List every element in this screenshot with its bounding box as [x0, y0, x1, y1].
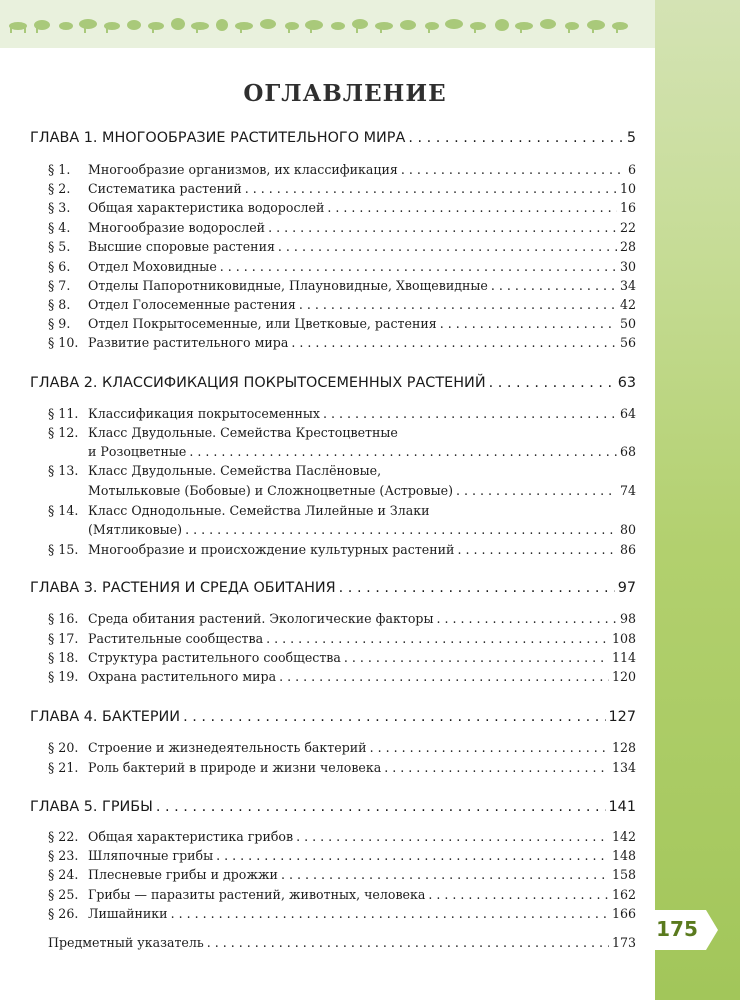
- subject-index-entry[interactable]: [48, 935, 636, 950]
- section-title: Класс Однодольные. Семейства Лилейные и Злаки: [88, 503, 430, 518]
- section-title: Класс Двудольные. Семейства Паслёновые,: [88, 463, 382, 478]
- section-number: § 10.: [48, 335, 79, 350]
- section-13-entry[interactable]: [48, 463, 636, 478]
- section-number: § 9.: [48, 316, 71, 331]
- section-5-entry[interactable]: [48, 239, 636, 254]
- section-page: 16: [619, 200, 636, 215]
- header-divider: [0, 48, 655, 50]
- section-number: § 18.: [48, 650, 79, 665]
- section-page: 114: [611, 650, 636, 665]
- section-14-entry[interactable]: [48, 503, 636, 518]
- section-25-entry[interactable]: [48, 887, 636, 902]
- section-page: 108: [611, 631, 636, 646]
- section-number: § 14.: [48, 503, 79, 518]
- page-title: ОГЛАВЛЕНИЕ: [243, 80, 447, 107]
- chapter-title: ГЛАВА 1. МНОГООБРАЗИЕ РАСТИТЕЛЬНОГО МИРА: [30, 130, 406, 146]
- section-title: Структура растительного сообщества: [88, 650, 341, 665]
- section-title: Роль бактерий в природе и жизни человека: [88, 760, 382, 775]
- chapter-4-entry[interactable]: [30, 709, 636, 725]
- section-number: § 1.: [48, 162, 71, 177]
- section-page: 142: [611, 829, 636, 844]
- header-band: [0, 0, 655, 48]
- section-title: Многообразие и происхождение культурных растений: [88, 542, 455, 557]
- section-20-entry[interactable]: [48, 740, 636, 755]
- section-17-entry[interactable]: [48, 631, 636, 646]
- section-number: § 17.: [48, 631, 79, 646]
- chapter-title: ГЛАВА 4. БАКТЕРИИ: [30, 709, 181, 725]
- section-title: Отделы Папоротниковидные, Плауновидные, Хвощевидные: [88, 278, 488, 293]
- section-26-entry[interactable]: [48, 906, 636, 921]
- section-number: § 2.: [48, 181, 71, 196]
- section-title: Классификация покрытосеменных: [88, 406, 320, 421]
- chapter-5-entry[interactable]: [30, 799, 636, 815]
- index-title: Предметный указатель: [48, 935, 204, 950]
- chapter-1-entry[interactable]: [30, 130, 636, 146]
- section-12-entry[interactable]: [48, 425, 636, 440]
- section-number: § 25.: [48, 887, 79, 902]
- section-number: § 24.: [48, 867, 79, 882]
- section-4-entry[interactable]: [48, 220, 636, 235]
- section-12-continuation[interactable]: [48, 444, 636, 459]
- section-23-entry[interactable]: [48, 848, 636, 863]
- section-page: 6: [627, 162, 636, 177]
- section-title: Многообразие водорослей: [88, 220, 266, 235]
- section-title-continuation: и Розоцветные: [88, 444, 187, 459]
- section-title: Многообразие организмов, их классификация: [88, 162, 398, 177]
- section-page: 10: [619, 181, 636, 196]
- section-14-continuation[interactable]: [48, 522, 636, 537]
- section-21-entry[interactable]: [48, 760, 636, 775]
- section-number: § 22.: [48, 829, 79, 844]
- section-page: 120: [611, 669, 636, 684]
- section-page: 28: [619, 239, 636, 254]
- chapter-3-entry[interactable]: [30, 580, 636, 596]
- section-8-entry[interactable]: [48, 297, 636, 312]
- section-number: § 16.: [48, 611, 79, 626]
- section-page: 134: [611, 760, 636, 775]
- section-page: 148: [611, 848, 636, 863]
- section-page: 128: [611, 740, 636, 755]
- section-16-entry[interactable]: [48, 611, 636, 626]
- chapter-title: ГЛАВА 2. КЛАССИФИКАЦИЯ ПОКРЫТОСЕМЕННЫХ РАСТЕНИЙ: [30, 375, 486, 391]
- section-title: Охрана растительного мира: [88, 669, 277, 684]
- section-number: § 4.: [48, 220, 71, 235]
- section-number: § 26.: [48, 906, 79, 921]
- section-title-continuation: (Мятликовые): [88, 522, 183, 537]
- section-page: 162: [611, 887, 636, 902]
- section-22-entry[interactable]: [48, 829, 636, 844]
- section-page: 30: [619, 259, 636, 274]
- section-number: § 19.: [48, 669, 79, 684]
- section-2-entry[interactable]: [48, 181, 636, 196]
- chapter-title: ГЛАВА 5. ГРИБЫ: [30, 799, 153, 815]
- section-title: Отдел Моховидные: [88, 259, 217, 274]
- section-number: § 6.: [48, 259, 71, 274]
- chapter-page: 127: [608, 709, 636, 725]
- section-page: 166: [611, 906, 636, 921]
- section-page: 74: [619, 483, 636, 498]
- section-number: § 12.: [48, 425, 79, 440]
- section-title: Плесневые грибы и дрожжи: [88, 867, 278, 882]
- chapter-2-entry[interactable]: [30, 375, 636, 391]
- section-page: 34: [619, 278, 636, 293]
- section-title: Шляпочные грибы: [88, 848, 214, 863]
- animal-silhouettes-decoration: [6, 12, 646, 36]
- section-7-entry[interactable]: [48, 278, 636, 293]
- section-page: 158: [611, 867, 636, 882]
- section-15-entry[interactable]: [48, 542, 636, 557]
- section-page: 98: [619, 611, 636, 626]
- chapter-page: 63: [617, 375, 636, 391]
- section-13-continuation[interactable]: [48, 483, 636, 498]
- section-number: § 21.: [48, 760, 79, 775]
- section-title: Высшие споровые растения: [88, 239, 275, 254]
- section-number: § 23.: [48, 848, 79, 863]
- section-title: Лишайники: [88, 906, 168, 921]
- section-number: § 11.: [48, 406, 79, 421]
- section-number: § 13.: [48, 463, 79, 478]
- section-page: 56: [619, 335, 636, 350]
- section-3-entry[interactable]: [48, 200, 636, 215]
- section-title: Отдел Покрытосеменные, или Цветковые, растения: [88, 316, 437, 331]
- section-number: § 15.: [48, 542, 79, 557]
- section-page: 64: [619, 406, 636, 421]
- section-number: § 5.: [48, 239, 71, 254]
- section-number: § 20.: [48, 740, 79, 755]
- section-title: Грибы — паразиты растений, животных, человека: [88, 887, 426, 902]
- section-page: 22: [619, 220, 636, 235]
- section-11-entry[interactable]: [48, 406, 636, 421]
- section-number: § 7.: [48, 278, 71, 293]
- section-title: Строение и жизнедеятельность бактерий: [88, 740, 367, 755]
- section-1-entry[interactable]: [48, 162, 636, 177]
- section-page: 68: [619, 444, 636, 459]
- section-page: 86: [619, 542, 636, 557]
- side-color-strip: [655, 0, 740, 1000]
- section-title: Среда обитания растений. Экологические факторы: [88, 611, 434, 626]
- section-title-continuation: Мотыльковые (Бобовые) и Сложноцветные (Астровые): [88, 483, 453, 498]
- section-title: Растительные сообщества: [88, 631, 264, 646]
- section-title: Отдел Голосеменные растения: [88, 297, 296, 312]
- section-10-entry[interactable]: [48, 335, 636, 350]
- index-page: 173: [611, 935, 636, 950]
- chapter-page: 5: [626, 130, 636, 146]
- section-title: Систематика растений: [88, 181, 242, 196]
- section-title: Общая характеристика грибов: [88, 829, 294, 844]
- chapter-title: ГЛАВА 3. РАСТЕНИЯ И СРЕДА ОБИТАНИЯ: [30, 580, 336, 596]
- section-9-entry[interactable]: [48, 316, 636, 331]
- section-18-entry[interactable]: [48, 650, 636, 665]
- section-24-entry[interactable]: [48, 867, 636, 882]
- chapter-page: 141: [608, 799, 636, 815]
- section-number: § 8.: [48, 297, 71, 312]
- chapter-page: 97: [617, 580, 636, 596]
- page-number: 175: [656, 917, 698, 941]
- section-title: Класс Двудольные. Семейства Крестоцветные: [88, 425, 398, 440]
- section-title: Развитие растительного мира: [88, 335, 289, 350]
- section-page: 80: [619, 522, 636, 537]
- section-page: 42: [619, 297, 636, 312]
- section-number: § 3.: [48, 200, 71, 215]
- section-19-entry[interactable]: [48, 669, 636, 684]
- section-page: 50: [619, 316, 636, 331]
- section-6-entry[interactable]: [48, 259, 636, 274]
- section-title: Общая характеристика водорослей: [88, 200, 325, 215]
